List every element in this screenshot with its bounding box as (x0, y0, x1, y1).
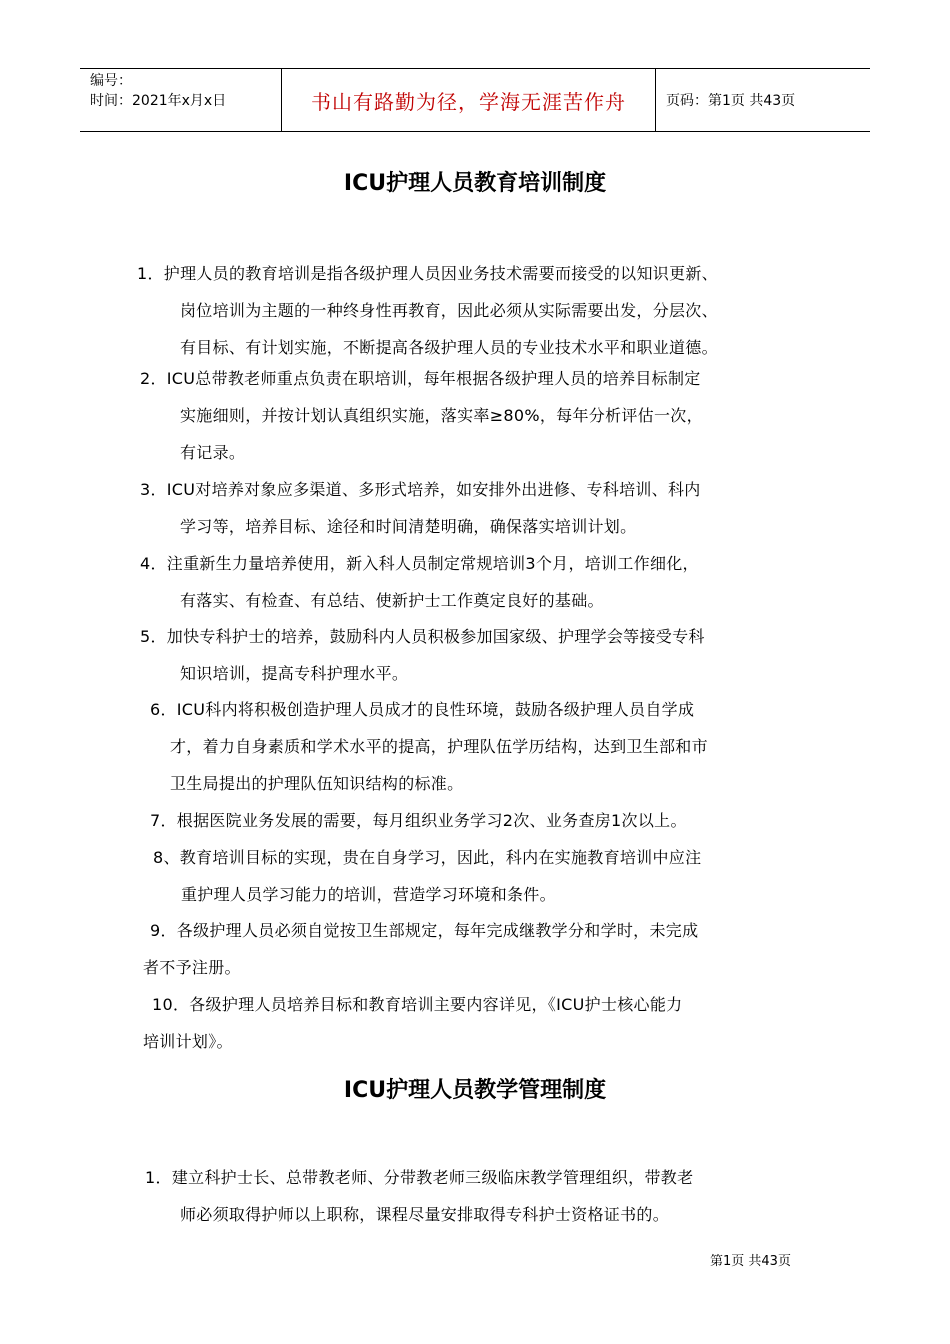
section2-item-1-line-1: 1．建立科护士长、总带教老师、分带教老师三级临床教学管理组织，带教老 (145, 1168, 694, 1187)
header-left-cell (80, 69, 281, 131)
item-3-line-1: 3．ICU对培养对象应多渠道、多形式培养，如安排外出进修、专科培训、科内 (140, 480, 701, 499)
title-education-training: ICU护理人员教育培训制度 (343, 171, 607, 196)
time-label: 时间：2021年x月x日 (90, 93, 227, 109)
item-9 (143, 912, 699, 986)
page-footer: 第1页 共43页 (710, 1254, 791, 1269)
item-10-line-2: 培训计划》。 (143, 1032, 233, 1051)
number-label: 编号： (90, 73, 132, 89)
item-1-line-3: 有目标、有计划实施，不断提高各级护理人员的专业技术水平和职业道德。 (180, 338, 718, 357)
item-4 (140, 545, 699, 619)
item-10 (143, 986, 683, 1060)
item-1-line-2: 岗位培训为主题的一种终身性再教育，因此必须从实际需要出发，分层次、 (180, 301, 718, 320)
item-5-line-2: 知识培训，提高专科护理水平。 (180, 664, 409, 683)
item-8 (153, 839, 701, 913)
item-4-line-2: 有落实、有检查、有总结、使新护士工作奠定良好的基础。 (180, 591, 604, 610)
section2-item-1 (145, 1159, 693, 1233)
item-2-line-2: 实施细则，并按计划认真组织实施，落实率≥80%，每年分析评估一次， (180, 406, 703, 425)
item-5 (140, 618, 705, 692)
page-label: 页码：第1页 共43页 (666, 93, 796, 109)
item-8-line-2: 重护理人员学习能力的培训，营造学习环境和条件。 (181, 885, 556, 904)
item-2 (140, 360, 703, 471)
item-5-line-1: 5．加快专科护士的培养，鼓励科内人员积极参加国家级、护理学会等接受专科 (140, 627, 705, 646)
title-teaching-management: ICU护理人员教学管理制度 (343, 1078, 607, 1103)
item-6 (150, 691, 708, 802)
item-10-line-1: 10．各级护理人员培养目标和教育培训主要内容详见，《ICU护士核心能力 (152, 995, 683, 1014)
item-4-line-1: 4．注重新生力量培养使用，新入科人员制定常规培训3个月，培训工作细化， (140, 554, 699, 573)
header-table (80, 68, 870, 132)
section2-item-1-line-2: 师必须取得护师以上职称，课程尽量安排取得专科护士资格证书的。 (180, 1205, 670, 1224)
item-1-line-1: 1．护理人员的教育培训是指各级护理人员因业务技术需要而接受的以知识更新、 (137, 264, 718, 283)
item-3-line-2: 学习等，培养目标、途径和时间清楚明确，确保落实培训计划。 (180, 517, 637, 536)
item-6-line-2: 才，着力自身素质和学术水平的提高，护理队伍学历结构，达到卫生部和市 (170, 737, 708, 756)
item-9-line-1: 9．各级护理人员必须自觉按卫生部规定，每年完成继教学分和学时，未完成 (150, 921, 699, 940)
item-6-line-3: 卫生局提出的护理队伍知识结构的标准。 (170, 774, 464, 793)
item-6-line-1: 6．ICU科内将积极创造护理人员成才的良性环境，鼓励各级护理人员自学成 (150, 700, 695, 719)
item-2-line-3: 有记录。 (180, 443, 246, 462)
header-center-cell (281, 69, 656, 131)
header-right-cell (656, 69, 870, 131)
item-7-line-1: 7．根据医院业务发展的需要，每月组织业务学习2次、业务查房1次以上。 (150, 811, 687, 830)
item-3 (140, 471, 701, 545)
item-2-line-1: 2．ICU总带教老师重点负责在职培训，每年根据各级护理人员的培养目标制定 (140, 369, 701, 388)
item-9-line-2: 者不予注册。 (143, 958, 241, 977)
motto: 书山有路勤为径，学海无涯苦作舟 (311, 89, 626, 114)
item-8-line-1: 8、教育培训目标的实现，贵在自身学习，因此，科内在实施教育培训中应注 (153, 848, 702, 867)
item-1 (137, 255, 718, 366)
item-7 (150, 802, 687, 839)
